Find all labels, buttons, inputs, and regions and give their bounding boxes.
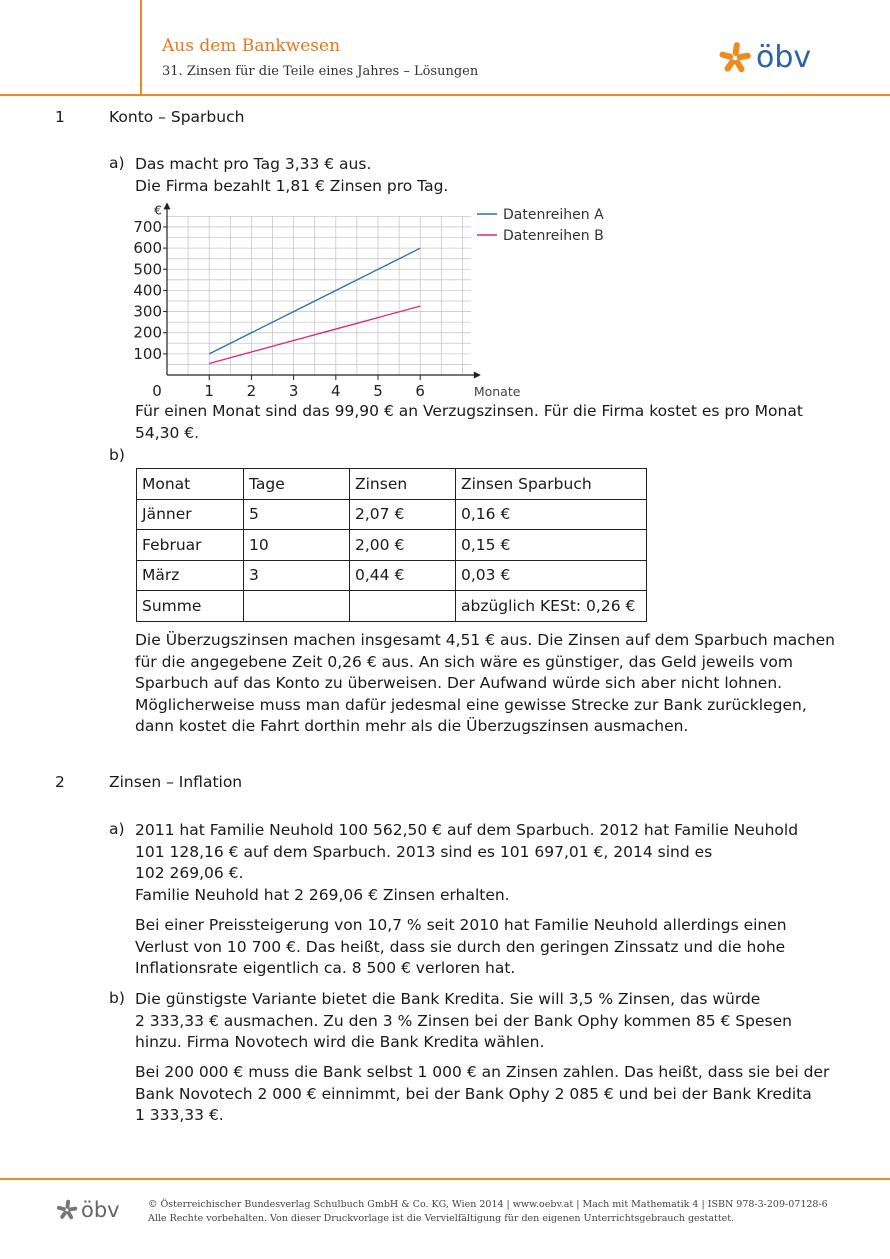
x-tick-label: 2 [246,382,257,400]
task-2b-paragraph [135,1062,829,1127]
task-2a-text [135,820,798,906]
publisher-logo [718,40,811,75]
task-2a-paragraph [135,915,787,980]
table-cell: 2,07 € [350,499,456,530]
text-line: Das macht pro Tag 3,33 € aus. [135,155,372,173]
table-cell: 2,00 € [350,530,456,561]
footer-line: Alle Rechte vorbehalten. Von dieser Druckvorlage ist die Vervielfältigung für den eigenen Unterrichtsgebrauch gestattet. [148,1212,735,1224]
table-row [137,591,647,622]
logo-text: öbv [756,40,812,75]
y-axis-label: € [154,203,162,218]
text-line: 2 333,33 € ausmachen. Zu den 3 % Zinsen bei der Bank Ophy kommen 85 € Spesen [135,1011,792,1030]
text-line: Bank Novotech 2 000 € einnimmt, bei der Bank Ophy 2 085 € und bei der Bank Kredita [135,1084,812,1103]
footer-logo [56,1198,120,1222]
footer-copyright [148,1198,828,1225]
table-cell: Jänner [137,499,244,530]
x-tick-label: 1 [204,382,214,400]
y-tick-label: 600 [133,239,162,258]
table-cell: 10 [244,530,350,561]
table-row [137,530,647,561]
task-1a-result [135,401,803,444]
footer-line: © Österreichischer Bundesverlag Schulbuch GmbH & Co. KG, Wien 2014 | www.oebv.at | Mach mit Mathematik 4 | ISBN 978-3-209-07128-6 [148,1199,828,1210]
text-line: für die angegebene Zeit 0,26 € aus. An sich wäre es günstiger, das Geld jeweils vom [135,652,794,671]
text-line: Die Überzugszinsen machen insgesamt 4,51 € aus. Die Zinsen auf dem Sparbuch machen [135,631,835,649]
table-cell: März [137,560,244,591]
text-line: Sparbuch auf das Konto zu überweisen. Der Aufwand würde sich aber nicht lohnen. [135,674,783,692]
table-cell: Summe [137,591,244,622]
legend-label: Datenreihen B [503,228,604,244]
header-divider [0,94,890,96]
table-header-cell: Zinsen Sparbuch [456,469,647,500]
x-tick-label: 6 [415,382,425,400]
section-2-title: Zinsen – Inflation [109,773,243,791]
table-header-cell: Zinsen [350,469,456,500]
interest-line-chart [125,198,625,404]
interest-table [136,468,647,622]
table-cell [244,591,350,622]
y-tick-label: 300 [133,302,162,321]
section-1-title: Konto – Sparbuch [109,108,245,126]
table-cell: Februar [137,530,244,561]
y-tick-label: 100 [133,344,162,363]
text-line: 102 269,06 €. [135,864,244,882]
task-1a-label: a) [109,154,125,172]
task-2b-text [135,989,792,1054]
task-1a-text [135,154,448,197]
table-header-cell: Monat [137,469,244,500]
text-line: 1 333,33 €. [135,1106,224,1124]
text-line: 2011 hat Familie Neuhold 100 562,50 € auf dem Sparbuch. 2012 hat Familie Neuhold [135,821,799,839]
text-line: Für einen Monat sind das 99,90 € an Verzugszinsen. Für die Firma kostet es pro Monat [135,402,803,420]
text-line: Möglicherweise muss man dafür jedesmal eine gewisse Strecke zur Bank zurücklegen, [135,695,807,714]
text-line: Die Firma bezahlt 1,81 € Zinsen pro Tag. [135,176,449,195]
section-1-number: 1 [55,108,65,126]
table-cell: 0,15 € [456,530,647,561]
table-cell: 0,03 € [456,560,647,591]
y-tick-label: 700 [133,217,162,236]
page-section-title: Aus dem Bankwesen [162,36,341,56]
x-tick-label: 4 [331,382,341,400]
table-row [137,560,647,591]
text-line: Verlust von 10 700 €. Das heißt, dass sie durch den geringen Zinssatz und die hohe [135,937,786,956]
table-cell: 0,16 € [456,499,647,530]
footer-logo-text: öbv [81,1198,120,1222]
text-line: Die günstigste Variante bietet die Bank Kredita. Sie will 3,5 % Zinsen, das würde [135,990,761,1008]
footer-divider [0,1178,890,1180]
x-axis-arrow [474,372,481,379]
page-subtitle: 31. Zinsen für die Teile eines Jahres – Lösungen [162,64,479,79]
table-cell: 5 [244,499,350,530]
x-tick-label: 5 [373,382,383,400]
table-header-cell: Tage [244,469,350,500]
text-line: Inflationsrate eigentlich ca. 8 500 € verloren hat. [135,959,516,977]
section-2-number: 2 [55,773,65,791]
table-cell: abzüglich KESt: 0,26 € [456,591,647,622]
text-line: Bei einer Preissteigerung von 10,7 % seit 2010 hat Familie Neuhold allerdings einen [135,916,787,934]
table-header-row [137,469,647,500]
task-1b-explanation [135,630,835,738]
origin-label: 0 [152,382,162,400]
text-line: hinzu. Firma Novotech wird die Bank Kredita wählen. [135,1033,545,1051]
task-1b-label: b) [109,446,125,464]
table-row [137,499,647,530]
y-tick-label: 500 [133,260,162,279]
star-logo-icon [718,41,752,75]
text-line: dann kostet die Fahrt dorthin mehr als die Überzugszinsen ausmachen. [135,717,689,735]
star-logo-icon [56,1199,78,1221]
text-line: 101 128,16 € auf dem Sparbuch. 2013 sind es 101 697,01 €, 2014 sind es [135,842,713,861]
text-line: Familie Neuhold hat 2 269,06 € Zinsen erhalten. [135,885,510,904]
task-2a-label: a) [109,820,125,838]
header-divider-vertical [140,0,142,95]
legend-label: Datenreihen A [503,207,604,223]
table-cell: 3 [244,560,350,591]
x-axis-label: Monate [473,384,521,399]
table-cell: 0,44 € [350,560,456,591]
y-tick-label: 400 [133,281,162,300]
text-line: 54,30 €. [135,423,200,442]
table-cell [350,591,456,622]
task-2b-label: b) [109,989,125,1007]
y-tick-label: 200 [133,323,162,342]
text-line: Bei 200 000 € muss die Bank selbst 1 000 € an Zinsen zahlen. Das heißt, dass sie bei der [135,1063,830,1081]
y-axis-arrow [164,202,171,209]
x-tick-label: 3 [288,382,299,400]
